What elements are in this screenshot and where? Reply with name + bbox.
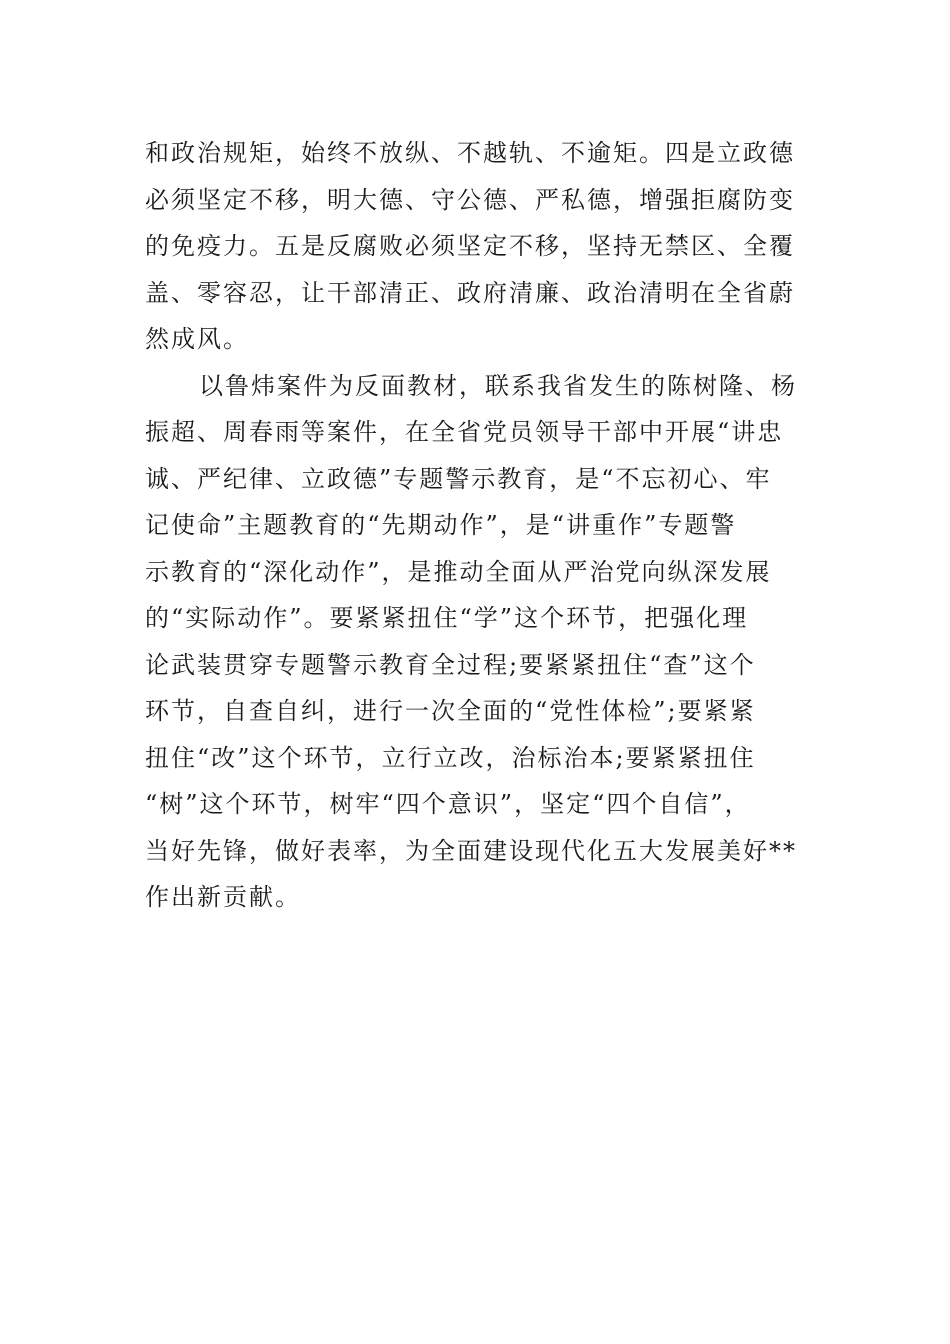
- text-line: 论武装贯穿专题警示教育全过程;要紧紧扭住“查”这个: [145, 650, 756, 679]
- text-line: 的免疫力。五是反腐败必须坚定不移，坚持无禁区、全覆: [145, 232, 795, 260]
- text-line: 振超、周春雨等案件，在全省党员领导干部中开展“讲忠: [145, 418, 784, 446]
- paragraph-2: [145, 363, 805, 921]
- text-line: 扭住“改”这个环节，立行立改，治标治本;要紧紧扭住: [145, 743, 756, 772]
- text-line: 必须坚定不移，明大德、守公德、严私德，增强拒腐防变: [145, 185, 795, 214]
- text-line: 以鲁炜案件为反面教材，联系我省发生的陈树隆、杨: [199, 371, 797, 400]
- text-line: 和政治规矩，始终不放纵、不越轨、不逾矩。四是立政德: [145, 139, 795, 167]
- text-line: 作出新贡献。: [145, 883, 301, 911]
- text-line: 盖、零容忍，让干部清正、政府清廉、政治清明在全省蔚: [145, 278, 795, 307]
- text-line: 的“实际动作”。要紧紧扭住“学”这个环节，把强化理: [145, 604, 749, 632]
- text-line: 当好先锋，做好表率，为全面建设现代化五大发展美好**: [145, 836, 797, 865]
- text-line: 示教育的“深化动作”，是推动全面从严治党向纵深发展: [145, 557, 772, 586]
- paragraph-1: [145, 130, 805, 363]
- document-body: [145, 130, 805, 921]
- text-line: 环节，自查自纠，进行一次全面的“党性体检”;要紧紧: [145, 697, 756, 725]
- text-line: “树”这个环节，树牢“四个意识”，坚定“四个自信”，: [145, 790, 751, 818]
- text-line: 记使命”主题教育的“先期动作”，是“讲重作”专题警: [145, 511, 737, 539]
- text-line: 诚、严纪律、立政德”专题警示教育，是“不忘初心、牢: [145, 464, 772, 493]
- text-line: 然成风。: [145, 325, 249, 353]
